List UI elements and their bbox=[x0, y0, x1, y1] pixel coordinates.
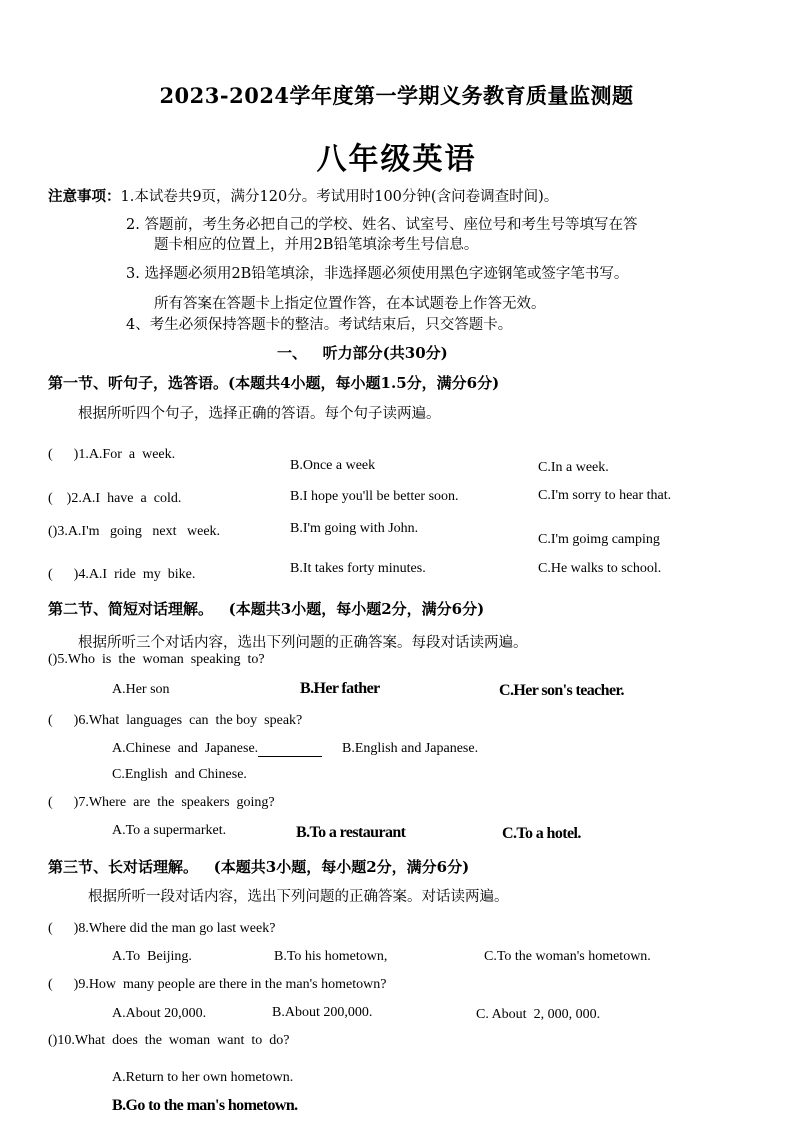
notice-item-3a: 3. 选择题必须用2B铅笔填涂，非选择题必须使用黑色字迹钢笔或签字笔书写。 bbox=[126, 266, 629, 282]
q3-option-b: B.I'm going with John. bbox=[290, 521, 419, 536]
q7-option-c: C.To a hotel. bbox=[502, 825, 581, 842]
section3-title: 第三节、长对话理解。 (本题共3小题，每小题2分，满分6分) bbox=[48, 858, 470, 876]
notice-item-1: 1.本试卷共9页，满分120分。考试用时100分钟(含问卷调查时间)。 bbox=[120, 189, 559, 205]
q10-option-b: B.Go to the man's hometown. bbox=[112, 1097, 298, 1114]
q10-option-a: A.Return to her own hometown. bbox=[112, 1070, 294, 1085]
notice-item-2b: 题卡相应的位置上，并用2B铅笔填涂考生号信息。 bbox=[154, 237, 479, 253]
q3-stem: ()3.A.I'm going next week. bbox=[48, 524, 221, 539]
q5-option-b: B.Her father bbox=[300, 680, 380, 697]
q9-stem: ( )9.How many people are there in the man's hometown? bbox=[48, 977, 387, 992]
section2-instruction: 根据所听三个对话内容，选出下列问题的正确答案。每段对话读两遍。 bbox=[78, 635, 528, 651]
section1-title: 第一节、听句子，选答语。(本题共4小题，每小题1.5分，满分6分) bbox=[48, 374, 500, 392]
q8-option-b: B.To his hometown, bbox=[274, 949, 388, 964]
q8-stem: ( )8.Where did the man go last week? bbox=[48, 921, 276, 936]
q4-option-b: B.It takes forty minutes. bbox=[290, 561, 426, 576]
q8-option-a: A.To Beijing. bbox=[112, 949, 192, 964]
subject-title: 八年级英语 bbox=[316, 142, 477, 177]
q5-option-c: C.Her son's teacher. bbox=[499, 682, 624, 699]
q7-option-a: A.To a supermarket. bbox=[112, 823, 227, 838]
notice-item-3b: 所有答案在答题卡上指定位置作答，在本试题卷上作答无效。 bbox=[154, 296, 546, 312]
q6-option-a: A.Chinese and Japanese. bbox=[112, 741, 259, 756]
section3-instruction: 根据所听一段对话内容，选出下列问题的正确答案。对话读两遍。 bbox=[88, 889, 509, 905]
notice-label: 注意事项： bbox=[48, 188, 121, 205]
q9-option-c: C. About 2, 000, 000. bbox=[476, 1007, 601, 1022]
section1-instruction: 根据所听四个句子，选择正确的答语。每个句子读两遍。 bbox=[78, 406, 441, 422]
q1-option-c: C.In a week. bbox=[538, 460, 609, 475]
q9-option-a: A.About 20,000. bbox=[112, 1006, 207, 1021]
q10-stem: ()10.What does the woman want to do? bbox=[48, 1033, 290, 1048]
notice-line-1 bbox=[48, 185, 558, 206]
q8-option-c: C.To the woman's hometown. bbox=[484, 949, 651, 964]
q6-option-c: C.English and Chinese. bbox=[112, 767, 247, 782]
q2-option-b: B.I hope you'll be better soon. bbox=[290, 489, 459, 504]
q9-option-b: B.About 200,000. bbox=[272, 1005, 373, 1020]
q4-option-c: C.He walks to school. bbox=[538, 561, 662, 576]
q3-option-c: C.I'm goimg camping bbox=[538, 532, 660, 547]
notice-item-2a: 2. 答题前，考生务必把自己的学校、姓名、试室号、座位号和考生号等填写在答 bbox=[126, 217, 638, 233]
q6-underline bbox=[258, 756, 322, 757]
q4-stem: ( )4.A.I ride my bike. bbox=[48, 567, 196, 582]
q1-stem: ( )1.A.For a week. bbox=[48, 447, 176, 462]
q2-option-c: C.I'm sorry to hear that. bbox=[538, 488, 672, 503]
q7-option-b: B.To a restaurant bbox=[296, 824, 406, 841]
notice-item-4: 4、考生必须保持答题卡的整洁。考试结束后，只交答题卡。 bbox=[126, 317, 513, 333]
q1-option-b: B.Once a week bbox=[290, 458, 376, 473]
q7-stem: ( )7.Where are the speakers going? bbox=[48, 795, 275, 810]
q6-stem: ( )6.What languages can the boy speak? bbox=[48, 713, 303, 728]
exam-title: 2023-2024学年度第一学期义务教育质量监测题 bbox=[159, 83, 634, 108]
q2-stem: ( )2.A.I have a cold. bbox=[48, 491, 182, 506]
q5-stem: ()5.Who is the woman speaking to? bbox=[48, 652, 265, 667]
q6-option-b: B.English and Japanese. bbox=[342, 741, 479, 756]
section2-title: 第二节、简短对话理解。 (本题共3小题，每小题2分，满分6分) bbox=[48, 600, 485, 618]
part1-title: 一、 听力部分(共30分) bbox=[277, 344, 448, 362]
q5-option-a: A.Her son bbox=[112, 682, 170, 697]
